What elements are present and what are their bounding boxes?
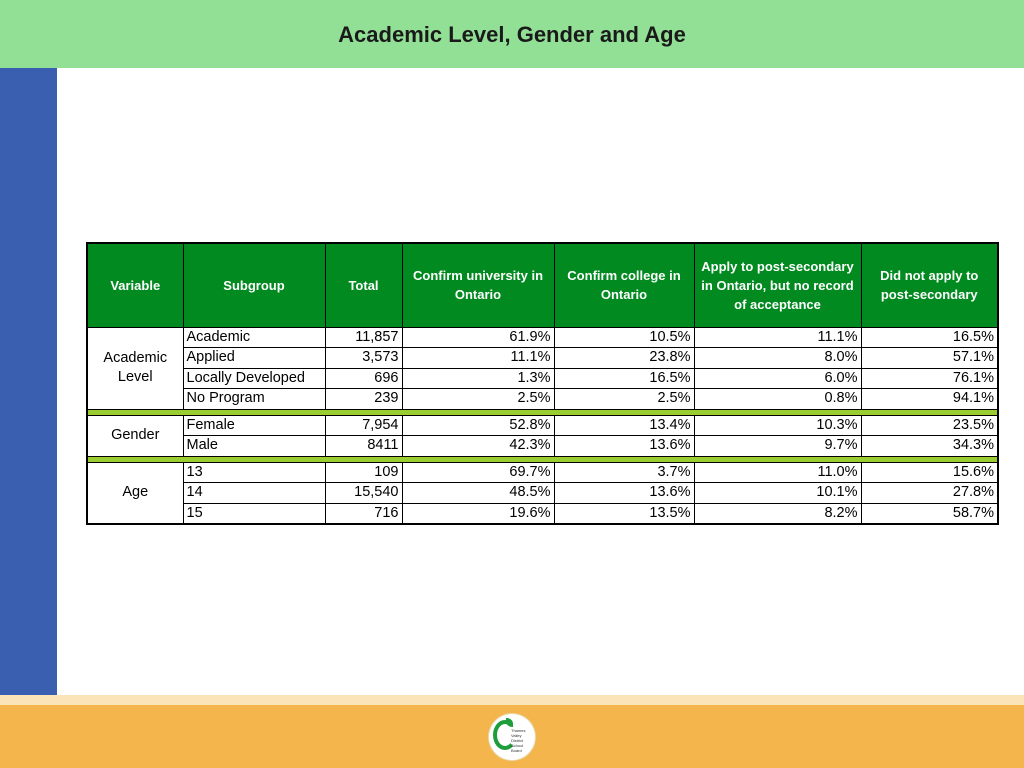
not-apply-cell: 34.3%	[861, 436, 998, 457]
apply-cell: 11.1%	[694, 327, 861, 348]
not-apply-cell: 58.7%	[861, 503, 998, 524]
university-cell: 1.3%	[402, 368, 554, 389]
college-cell: 13.6%	[554, 436, 694, 457]
table-row	[87, 462, 998, 483]
subgroup-cell: Academic	[183, 327, 325, 348]
not-apply-cell: 27.8%	[861, 483, 998, 504]
not-apply-cell: 23.5%	[861, 415, 998, 436]
table-row	[87, 415, 998, 436]
subgroup-cell: No Program	[183, 389, 325, 410]
page-title: Academic Level, Gender and Age	[338, 22, 686, 47]
college-cell: 3.7%	[554, 462, 694, 483]
total-cell: 7,954	[325, 415, 402, 436]
total-cell: 109	[325, 462, 402, 483]
not-apply-cell: 94.1%	[861, 389, 998, 410]
header-confirm-university: Confirm university in Ontario	[402, 243, 554, 327]
subgroup-cell: Male	[183, 436, 325, 457]
college-cell: 13.4%	[554, 415, 694, 436]
table-row	[87, 389, 998, 410]
total-cell: 239	[325, 389, 402, 410]
subgroup-cell: 15	[183, 503, 325, 524]
footer-stripe	[0, 695, 1024, 705]
university-cell: 19.6%	[402, 503, 554, 524]
header-apply-no-acceptance: Apply to post-secondary in Ontario, but no record of acceptance	[694, 243, 861, 327]
apply-cell: 9.7%	[694, 436, 861, 457]
header-did-not-apply: Did not apply to post-secondary	[861, 243, 998, 327]
table-header-row	[87, 243, 998, 327]
apply-cell: 10.1%	[694, 483, 861, 504]
university-cell: 2.5%	[402, 389, 554, 410]
variable-gender: Gender	[87, 415, 183, 456]
university-cell: 48.5%	[402, 483, 554, 504]
total-cell: 716	[325, 503, 402, 524]
subgroup-cell: 13	[183, 462, 325, 483]
header-total: Total	[325, 243, 402, 327]
results-table	[86, 242, 999, 525]
header-confirm-college: Confirm college in Ontario	[554, 243, 694, 327]
subgroup-cell: Applied	[183, 348, 325, 369]
apply-cell: 6.0%	[694, 368, 861, 389]
apply-cell: 11.0%	[694, 462, 861, 483]
university-cell: 42.3%	[402, 436, 554, 457]
college-cell: 10.5%	[554, 327, 694, 348]
logo-text: Thames Valley District School Board	[511, 728, 526, 753]
side-accent-bar	[0, 68, 57, 695]
subgroup-cell: Female	[183, 415, 325, 436]
school-board-logo	[489, 714, 535, 760]
apply-cell: 8.2%	[694, 503, 861, 524]
apply-cell: 0.8%	[694, 389, 861, 410]
total-cell: 3,573	[325, 348, 402, 369]
college-cell: 23.8%	[554, 348, 694, 369]
table-row	[87, 436, 998, 457]
table-row	[87, 503, 998, 524]
not-apply-cell: 57.1%	[861, 348, 998, 369]
university-cell: 11.1%	[402, 348, 554, 369]
variable-age: Age	[87, 462, 183, 524]
table-row	[87, 327, 998, 348]
university-cell: 52.8%	[402, 415, 554, 436]
total-cell: 15,540	[325, 483, 402, 504]
title-bar	[0, 0, 1024, 68]
header-variable: Variable	[87, 243, 183, 327]
college-cell: 2.5%	[554, 389, 694, 410]
total-cell: 11,857	[325, 327, 402, 348]
table-row	[87, 348, 998, 369]
apply-cell: 10.3%	[694, 415, 861, 436]
college-cell: 16.5%	[554, 368, 694, 389]
college-cell: 13.5%	[554, 503, 694, 524]
college-cell: 13.6%	[554, 483, 694, 504]
subgroup-cell: 14	[183, 483, 325, 504]
total-cell: 696	[325, 368, 402, 389]
apply-cell: 8.0%	[694, 348, 861, 369]
subgroup-cell: Locally Developed	[183, 368, 325, 389]
university-cell: 61.9%	[402, 327, 554, 348]
not-apply-cell: 76.1%	[861, 368, 998, 389]
total-cell: 8411	[325, 436, 402, 457]
university-cell: 69.7%	[402, 462, 554, 483]
table-row	[87, 368, 998, 389]
table-row	[87, 483, 998, 504]
header-subgroup: Subgroup	[183, 243, 325, 327]
not-apply-cell: 15.6%	[861, 462, 998, 483]
not-apply-cell: 16.5%	[861, 327, 998, 348]
variable-academic-level: Academic Level	[87, 327, 183, 409]
